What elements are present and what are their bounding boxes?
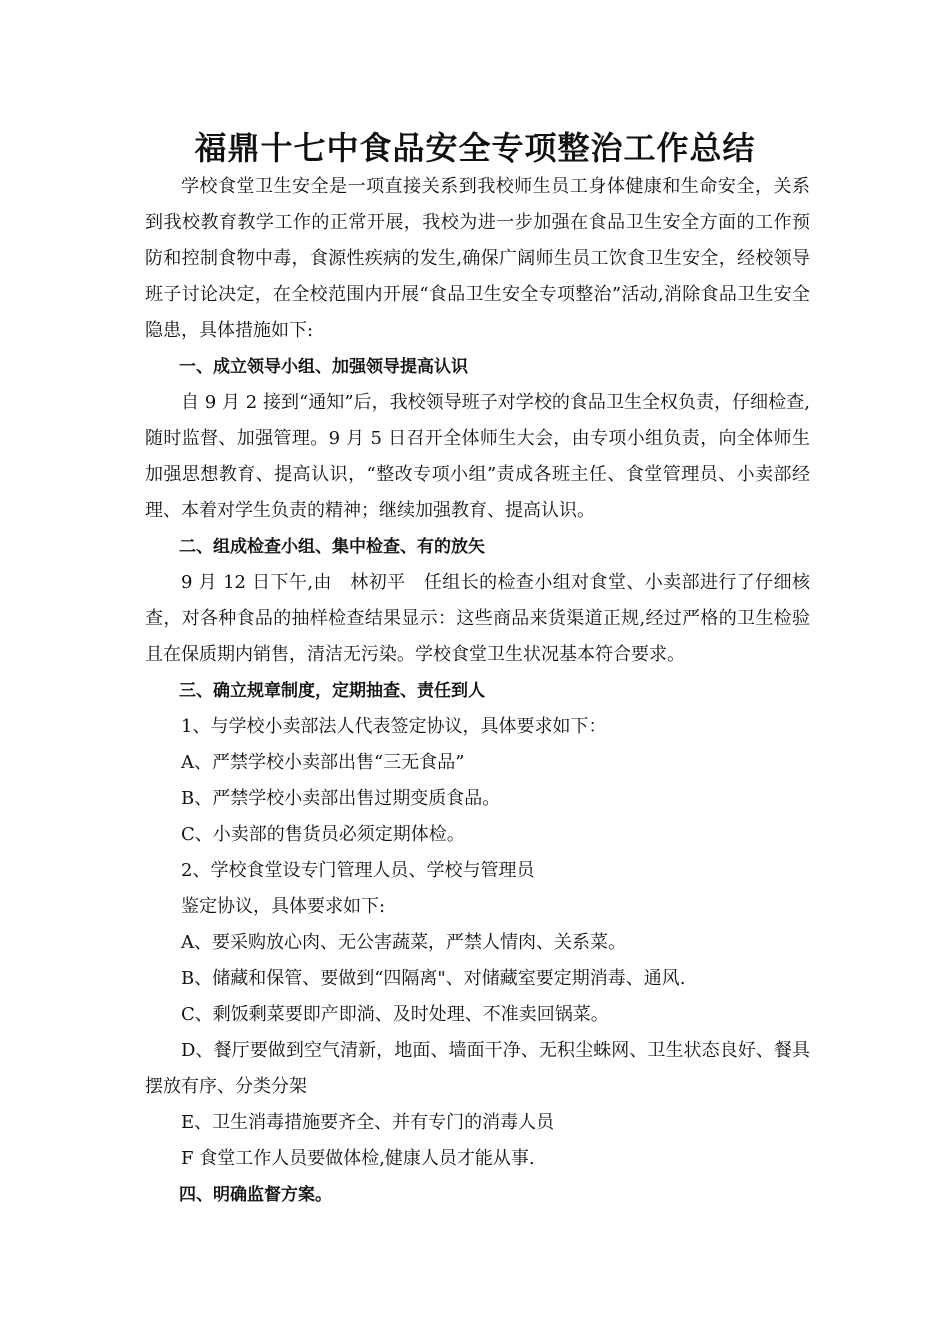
list-item: B、严禁学校小卖部出售过期变质食品。 <box>181 788 501 809</box>
document-body <box>145 169 810 1213</box>
list-item: 鉴定协议，具体要求如下: <box>181 896 386 917</box>
list-item: A、要采购放心肉、无公害蔬菜，严禁人情肉、关系菜。 <box>181 932 626 953</box>
section-1-paragraph: 自 9 月 2 接到“通知”后，我校领导班子对学校的食品卫生全权负责，仔细检查,随时监督、加强管理。9 月 5 日召开全体师生大会，由专项小组负责，向全体师生加强思想教育、提高认识，“整改专项小组”责成各班主任、食堂管理员、小卖部经理、本着对学生负责的精神；继续加强教育、提高认识。 <box>145 392 810 521</box>
list-item: B、储藏和保管、要做到“四隔离"、对储藏室要定期消毒、通风. <box>181 968 686 989</box>
document-title: 福鼎十七中食品安全专项整治工作总结 <box>194 129 756 167</box>
list-item: F 食堂工作人员要做体检,健康人员才能从事. <box>181 1148 535 1169</box>
list-item: 1、与学校小卖部法人代表签定协议，具体要求如下： <box>181 716 607 737</box>
list-item: A、严禁学校小卖部出售“三无食品” <box>181 752 465 773</box>
list-item: D、餐厅要做到空气清新，地面、墙面干净、无积尘蛛网、卫生状态良好、餐具摆放有序、分类分架 <box>145 1040 810 1097</box>
section-1-heading: 一、成立领导小组、加强领导提高认识 <box>179 357 468 377</box>
section-2-heading: 二、组成检查小组、集中检查、有的放矢 <box>179 537 485 557</box>
list-item: E、卫生消毒措施要齐全、并有专门的消毒人员 <box>181 1112 555 1133</box>
section-3-heading: 三、确立规章制度，定期抽查、责任到人 <box>179 681 485 701</box>
section-2-paragraph: 9 月 12 日下午,由 林初平 任组长的检查小组对食堂、小卖部进行了仔细核查，对各种食品的抽样检查结果显示：这些商品来货渠道正规,经过严格的卫生检验且在保质期内销售，清洁无污染。学校食堂卫生状况基本符合要求。 <box>145 572 810 665</box>
list-item: C、剩饭剩菜要即产即淌、及时处理、不准卖回锅菜。 <box>181 1004 609 1025</box>
list-item: C、小卖部的售货员必须定期体检。 <box>181 824 465 845</box>
intro-paragraph: 学校食堂卫生安全是一项直接关系到我校师生员工身体健康和生命安全，关系到我校教育教学工作的正常开展，我校为进一步加强在食品卫生安全方面的工作预防和控制食物中毒，食源性疾病的发生,确保广阔师生员工饮食卫生安全，经校领导班子讨论决定，在全校范围内开展“食品卫生安全专项整治”活动,消除食品卫生安全隐患，具体措施如下: <box>145 176 810 341</box>
section-4-heading: 四、明确监督方案。 <box>179 1185 332 1205</box>
list-item: 2、学校食堂设专门管理人员、学校与管理员 <box>181 860 535 881</box>
